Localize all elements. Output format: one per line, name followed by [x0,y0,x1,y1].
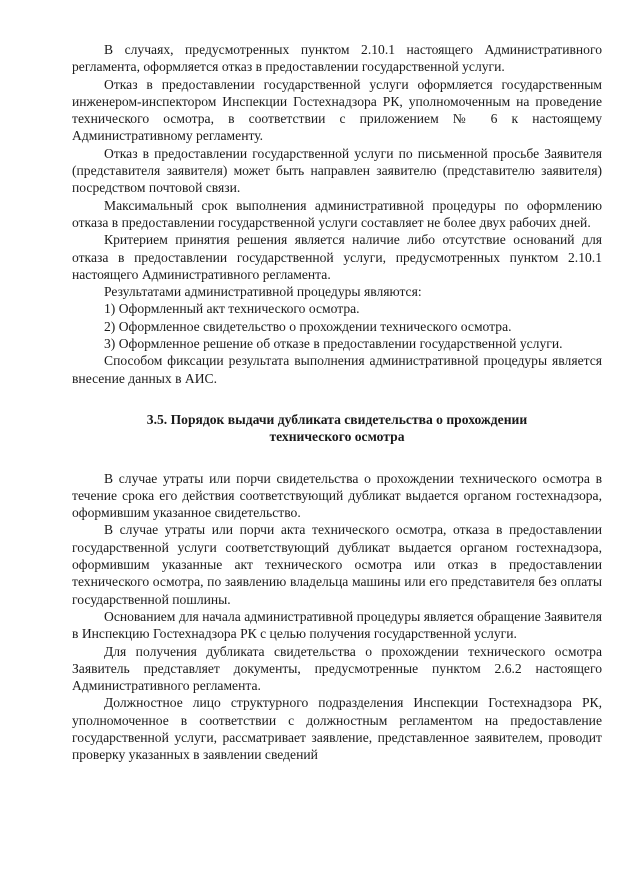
list-item: 2) Оформленное свидетельство о прохождении технического осмотра. [104,318,512,334]
paragraph: В случаях, предусмотренных пунктом 2.10.1 настоящего Административного регламента, оформляется отказ в предоставлении государственной услуги. [72,42,602,75]
section-heading [72,411,602,446]
section-heading-line: 3.5. Порядок выдачи дубликата свидетельства о прохождении [146,411,528,427]
paragraph: Критерием принятия решения является наличие либо отсутствие оснований для отказа в предоставлении государственной услуги, предусмотренных пунктом 2.10.1 настоящего Административного регламента. [72,232,602,282]
paragraph: В случае утраты или порчи акта технического осмотра, отказа в предоставлении государственной услуги соответствующий дубликат выдается органом гостехнадзора, оформившим указанные акт технического осмотра или отказ в предоставлении технического осмотра, по заявлению владельца машины или его представителя без оплаты государственной пошлины. [72,522,602,607]
list-item: 1) Оформленный акт технического осмотра. [104,301,360,317]
section-heading-line: технического осмотра [269,429,405,445]
paragraph: Должностное лицо структурного подразделения Инспекции Гостехнадзора РК, уполномоченное в соответствии с должностным регламентом на предоставление государственной услуги, рассматривает заявление, представленное заявителем, проводит проверку указанных в заявлении сведений [72,695,602,763]
paragraph: Для получения дубликата свидетельства о прохождении технического осмотра Заявитель представляет документы, предусмотренные пунктом 2.6.2 настоящего Административного регламента. [72,643,602,694]
paragraph: Способом фиксации результата выполнения административной процедуры является внесение данных в АИС. [72,353,602,386]
list-item: 3) Оформленное решение об отказе в предоставлении государственной услуги. [104,336,563,352]
paragraph: Отказ в предоставлении государственной услуги по письменной просьбе Заявителя (представителя заявителя) может быть направлен заявителю (представителю заявителя) посредством почтовой связи. [72,145,602,196]
paragraph: Отказ в предоставлении государственной услуги оформляется государственным инженером-инспектором Инспекции Гостехнадзора РК, уполномоченным на проведение технического осмотра, в соответствии с приложением № 6 к настоящему Административному регламенту. [72,76,602,144]
paragraph: В случае утраты или порчи свидетельства о прохождении технического осмотра в течение срока его действия соответствующий дубликат выдается органом гостехнадзора, оформившим указанное свидетельство. [72,470,602,521]
document-page [72,41,602,764]
paragraph: Максимальный срок выполнения административной процедуры по оформлению отказа в предоставлении государственной услуги составляет не более двух рабочих дней. [72,197,602,230]
paragraph: Основанием для начала административной процедуры является обращение Заявителя в Инспекцию Гостехнадзора РК с целью получения государственной услуги. [72,608,602,642]
paragraph: Результатами административной процедуры являются: [104,284,422,300]
